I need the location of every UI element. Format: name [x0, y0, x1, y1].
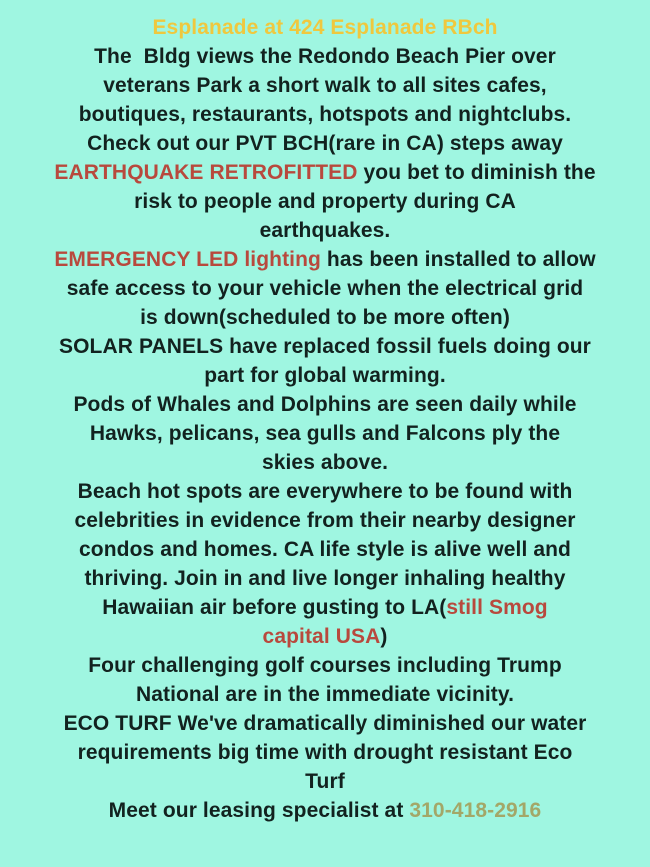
flyer-line [28, 42, 622, 71]
text-segment: boutiques, restaurants, hotspots and nightclubs. [78, 103, 572, 126]
text-segment: ECO TURF We've dramatically diminished our water [63, 712, 587, 735]
text-segment: Four challenging golf courses including Trump [88, 654, 562, 677]
text-segment: skies above. [261, 451, 389, 474]
flyer-line [28, 390, 622, 419]
flyer-line [28, 303, 622, 332]
flyer-text-block [28, 13, 622, 825]
text-segment: is down(scheduled to be more often) [140, 306, 510, 329]
text-segment: SOLAR PANELS have replaced fossil fuels doing our [59, 335, 591, 358]
highlight-earthquake-retrofitted: EARTHQUAKE RETROFITTED [54, 161, 358, 184]
text-segment: Pods of Whales and Dolphins are seen daily while [73, 393, 577, 416]
text-segment: veterans Park a short walk to all sites cafes, [103, 74, 547, 97]
flyer-line [28, 709, 622, 738]
flyer-line [28, 593, 622, 622]
highlight-smog-line1: still Smog [446, 596, 548, 619]
flyer-line [28, 535, 622, 564]
highlight-smog-line2: capital USA [262, 625, 381, 648]
text-segment: safe access to your vehicle when the electrical grid [66, 277, 584, 300]
flyer-line [28, 796, 622, 825]
text-segment: celebrities in evidence from their nearby designer [74, 509, 576, 532]
text-segment: part for global warming. [204, 364, 446, 387]
text-segment: The Bldg views the Redondo Beach Pier over [94, 45, 556, 68]
text-segment: requirements big time with drought resistant Eco [77, 741, 573, 764]
flyer-line [28, 680, 622, 709]
flyer-line [28, 419, 622, 448]
text-segment: earthquakes. [259, 219, 391, 242]
flyer-line [28, 71, 622, 100]
flyer-line [28, 361, 622, 390]
flyer-line [28, 245, 622, 274]
flyer-line [28, 738, 622, 767]
text-segment: Hawaiian air before gusting to LA( [102, 596, 447, 619]
flyer-line [28, 564, 622, 593]
flyer-line [28, 506, 622, 535]
flyer-line [28, 332, 622, 361]
text-segment: Meet our leasing specialist at [108, 799, 410, 822]
flyer-line [28, 216, 622, 245]
flyer-line [28, 100, 622, 129]
flyer-line [28, 651, 622, 680]
text-segment: has been installed to allow [320, 248, 596, 271]
highlight-emergency-led: EMERGENCY LED lighting [54, 248, 321, 271]
flyer-title: Esplanade at 424 Esplanade RBch [152, 16, 498, 39]
text-segment: National are in the immediate vicinity. [135, 683, 515, 706]
text-segment: thriving. Join in and live longer inhaling healthy [84, 567, 566, 590]
flyer-line [28, 187, 622, 216]
flyer-line [28, 13, 622, 42]
text-segment: risk to people and property during CA [134, 190, 516, 213]
flyer-line [28, 477, 622, 506]
text-segment: Beach hot spots are everywhere to be found with [77, 480, 573, 503]
text-segment: Check out our PVT BCH(rare in CA) steps away [87, 132, 563, 155]
flyer-line [28, 622, 622, 651]
flyer-line [28, 158, 622, 187]
phone-number: 310-418-2916 [409, 799, 542, 822]
text-segment: Hawks, pelicans, sea gulls and Falcons ply the [89, 422, 561, 445]
flyer-line [28, 274, 622, 303]
flyer-line [28, 767, 622, 796]
text-segment: condos and homes. CA life style is alive well and [79, 538, 571, 561]
text-segment: ) [380, 625, 388, 648]
text-segment: Turf [305, 770, 345, 793]
text-segment: you bet to diminish the [357, 161, 596, 184]
flyer-line [28, 448, 622, 477]
flyer-line [28, 129, 622, 158]
